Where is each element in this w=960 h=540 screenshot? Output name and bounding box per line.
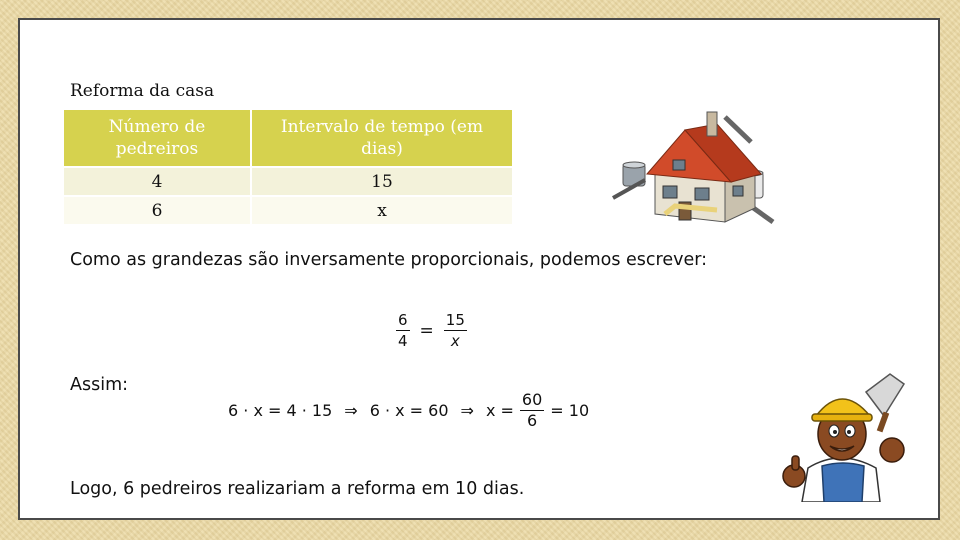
slide bbox=[18, 18, 940, 520]
equation-step-2: 6 · x = 60 bbox=[369, 401, 449, 420]
implies-arrow: ⇒ bbox=[460, 401, 474, 420]
table-cell: 15 bbox=[251, 167, 513, 196]
slide-heading: Reforma da casa bbox=[70, 81, 215, 101]
equation-step-1: 6 · x = 4 · 15 bbox=[228, 401, 333, 420]
table-header-dias: Intervalo de tempo (em dias) bbox=[251, 109, 513, 167]
worker-illustration bbox=[780, 372, 930, 502]
house-illustration bbox=[605, 102, 785, 227]
fraction-numerator: 6 bbox=[398, 311, 408, 329]
implies-arrow: ⇒ bbox=[344, 401, 358, 420]
assim-label: Assim: bbox=[70, 375, 129, 395]
table-header-row bbox=[63, 109, 513, 167]
table-row bbox=[63, 196, 513, 225]
table-row bbox=[63, 167, 513, 196]
data-table bbox=[62, 108, 514, 226]
table-header-pedreiros: Número de pedreiros bbox=[63, 109, 251, 167]
fraction-denominator: 6 bbox=[526, 411, 538, 430]
fraction-result bbox=[520, 392, 544, 429]
fraction-numerator: 60 bbox=[521, 390, 543, 409]
table-cell: 6 bbox=[63, 196, 251, 225]
table-cell: 4 bbox=[63, 167, 251, 196]
solution-equation bbox=[228, 392, 589, 429]
table-cell: x bbox=[251, 196, 513, 225]
fraction-numerator: 15 bbox=[445, 311, 465, 329]
conclusion-text: Logo, 6 pedreiros realizariam a reforma em 10 dias. bbox=[70, 479, 525, 499]
equation-result: = 10 bbox=[550, 401, 590, 420]
equals-sign: = bbox=[419, 320, 434, 341]
equation-lhs: x = bbox=[485, 401, 514, 420]
proportion-equation bbox=[392, 312, 471, 349]
fraction-denominator: x bbox=[450, 332, 460, 350]
fraction-right bbox=[444, 312, 467, 349]
statement-text: Como as grandezas são inversamente proporcionais, podemos escrever: bbox=[70, 250, 708, 270]
fraction-denominator: 4 bbox=[398, 332, 408, 350]
fraction-left bbox=[396, 312, 410, 349]
